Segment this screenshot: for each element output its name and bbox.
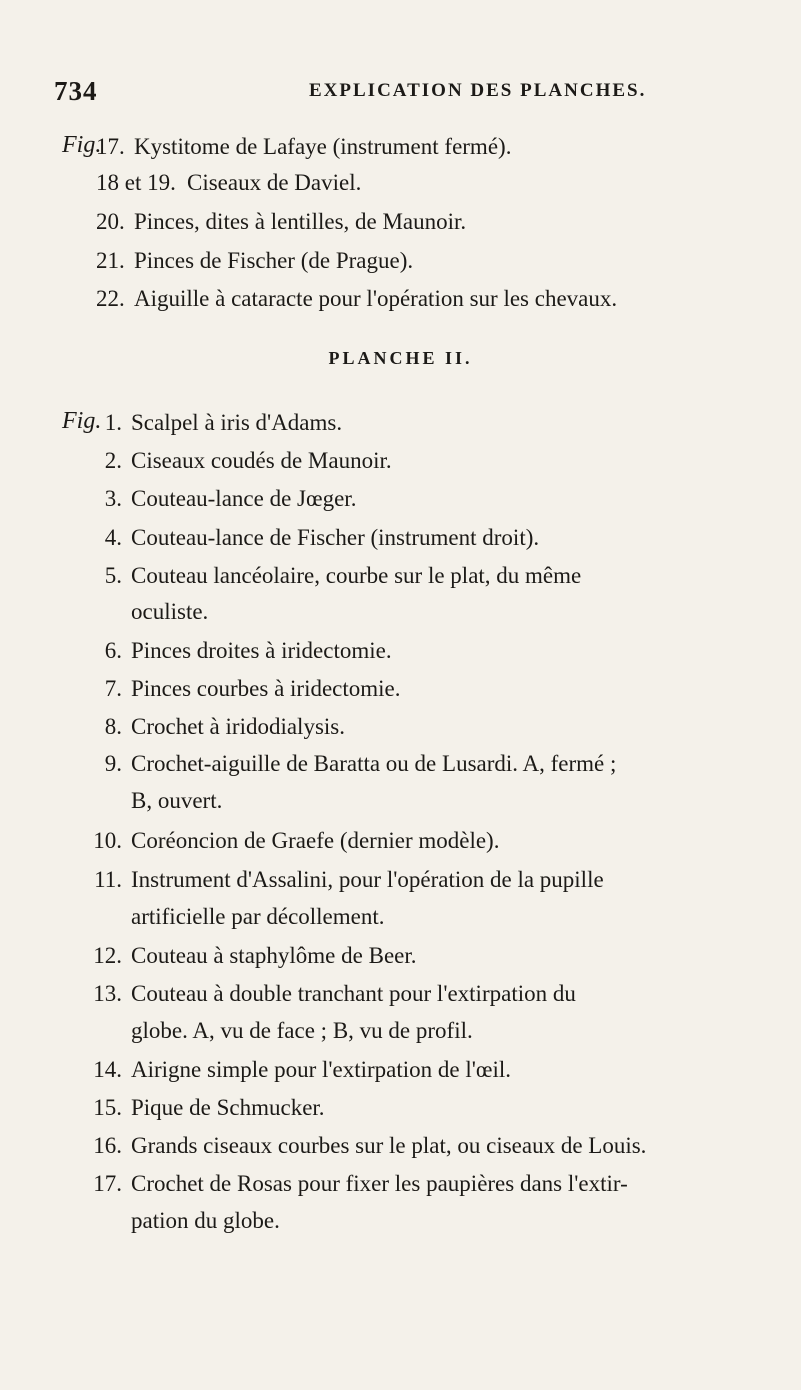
page-header: [54, 76, 754, 112]
fig-label: Fig.: [62, 408, 102, 434]
page-number: 734: [54, 76, 98, 106]
fig-label: Fig.: [62, 132, 102, 158]
running-title: EXPLICATION DES PLANCHES.: [309, 80, 647, 101]
plate-heading: PLANCHE II.: [328, 348, 473, 368]
